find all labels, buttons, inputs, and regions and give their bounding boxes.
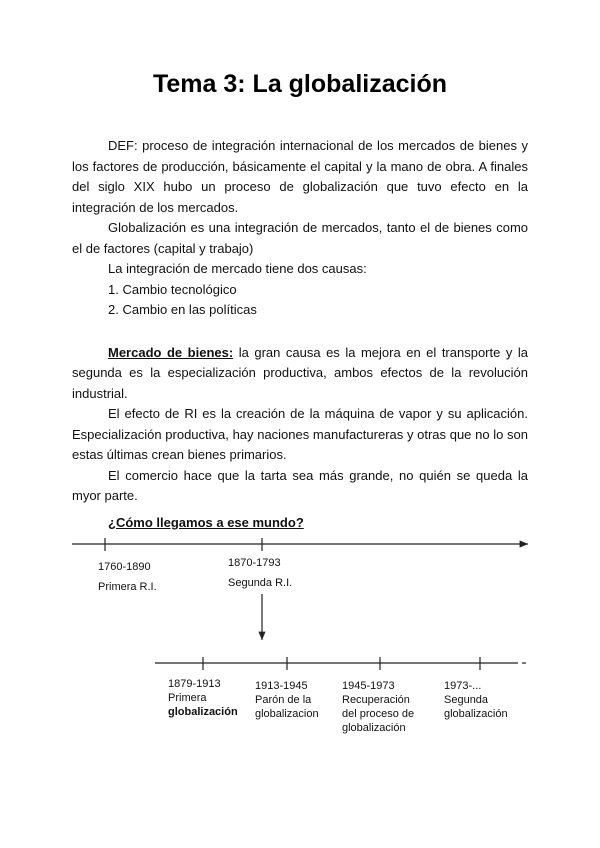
bottom-period-4	[444, 679, 508, 721]
bottom-period-3-line2: Recuperación	[342, 694, 410, 706]
trade-paragraph: El comercio hace que la tarta sea más grande, no quién se queda la myor parte.	[72, 467, 528, 503]
top-period-2-years: 1870-1793	[228, 557, 281, 569]
bottom-period-4-years: 1973-...	[444, 680, 482, 692]
bottom-period-1-line3: globalización	[168, 706, 238, 718]
bottom-period-1-years: 1879-1913	[168, 678, 221, 690]
bottom-period-2	[255, 679, 319, 721]
bottom-period-3-line4: globalización	[342, 722, 406, 734]
bottom-period-2-years: 1913-1945	[255, 680, 308, 692]
bottom-period-3-years: 1945-1973	[342, 680, 395, 692]
bottom-period-1	[168, 677, 238, 719]
how-heading-line	[72, 513, 528, 534]
goods-market-paragraph	[72, 343, 528, 405]
globalization-paragraph: Globalización es una integración de mercados, tanto el de bienes como el de factores (capital y trabajo)	[72, 220, 528, 256]
bottom-period-4-line3: globalización	[444, 708, 508, 720]
bottom-period-4-line2: Segunda	[444, 694, 489, 706]
causes-intro: La integración de mercado tiene dos causas:	[108, 261, 367, 276]
definition-paragraph: DEF: proceso de integración internacional de los mercados de bienes y los factores de producción, básicamente el capital y la mano de obra. A finales del siglo XIX hubo un proceso de globalización que tuvo efecto en la integración de los mercados.	[72, 138, 528, 215]
bottom-period-2-line3: globalizacion	[255, 708, 319, 720]
top-period-2-label: Segunda R.I.	[228, 577, 293, 589]
bottom-period-3-line3: del proceso de	[342, 708, 415, 720]
top-period-1-label: Primera R.I.	[98, 581, 157, 593]
bottom-period-2-line2: Parón de la	[255, 694, 312, 706]
bottom-period-3	[342, 679, 414, 735]
document-body	[72, 136, 528, 533]
goods-market-heading: Mercado de bienes:	[108, 344, 234, 360]
how-heading: ¿Cómo llegamos a ese mundo?	[108, 514, 304, 530]
top-period-1	[98, 560, 157, 594]
effect-paragraph: El efecto de RI es la creación de la máquina de vapor y su aplicación. Especialización productiva, hay naciones manufactureras y otras que no lo son estas últimas crean bienes primarios.	[72, 406, 528, 462]
top-period-1-years: 1760-1890	[98, 561, 151, 573]
cause-item-2: 2. Cambio en las políticas	[108, 302, 257, 317]
top-period-2	[228, 556, 292, 590]
bottom-period-1-line2: Primera	[168, 692, 207, 704]
cause-item-1: 1. Cambio tecnológico	[108, 281, 237, 297]
goods-market-text: la gran causa es la mejora en el transporte y la segunda es la especialización productiva, ambos efectos de la revolución industrial.	[72, 344, 528, 401]
page-title: Tema 3: La globalización	[152, 70, 448, 98]
